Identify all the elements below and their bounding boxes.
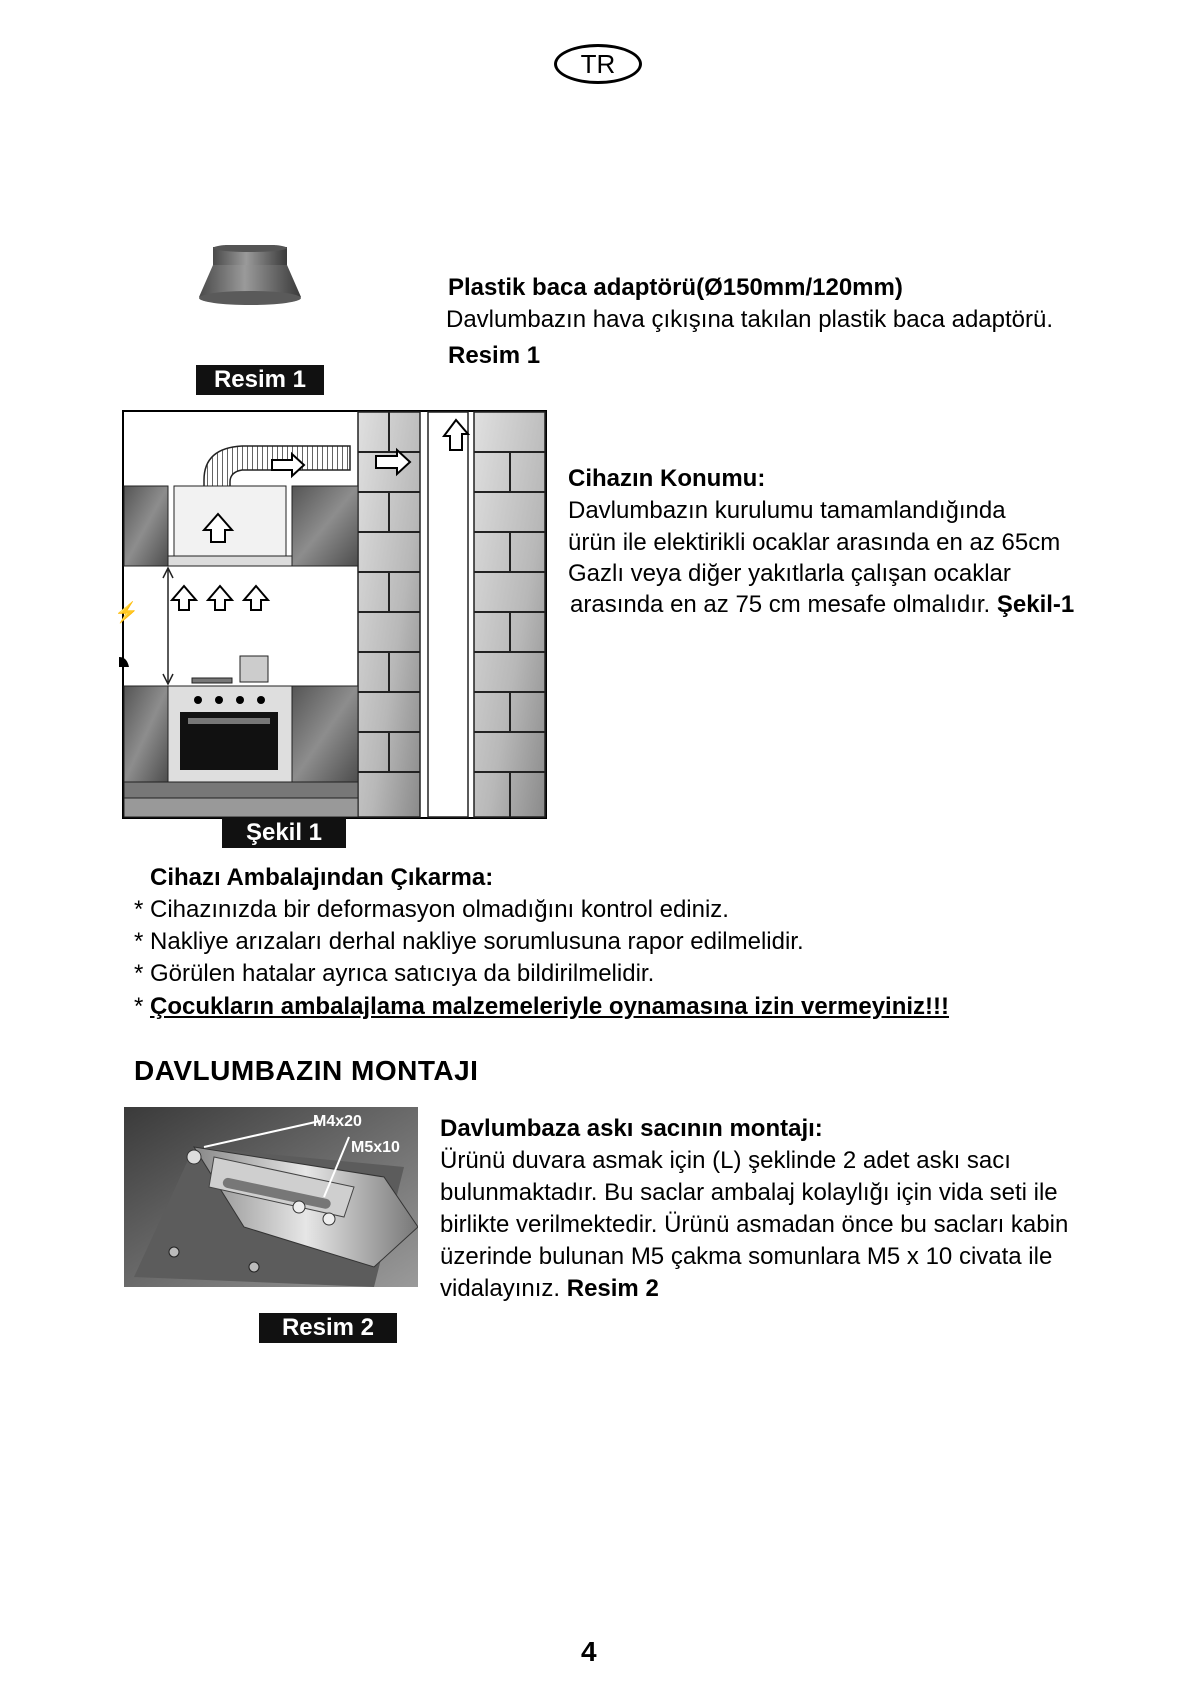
page-number: 4 bbox=[581, 1636, 597, 1667]
photo-label-m5x10: M5x10 bbox=[351, 1139, 400, 1156]
mounting-line-3: birlikte verilmektedir. Ürünü asmadan önce bu sacları kabin bbox=[440, 1211, 1069, 1238]
position-line-3: Gazlı veya diğer yakıtlarla çalışan ocaklar bbox=[568, 560, 1011, 587]
kitchen-placement-diagram bbox=[122, 410, 547, 820]
position-line-2: ürün ile elektirikli ocaklar arasında en az 65cm bbox=[568, 529, 1061, 556]
position-line-4 bbox=[570, 589, 1074, 620]
position-line-4-text: arasında en az 75 cm mesafe olmalıdır. bbox=[570, 591, 991, 618]
adapter-title: Plastik baca adaptörü(Ø150mm/120mm) bbox=[448, 274, 903, 301]
language-badge: TR bbox=[554, 44, 642, 84]
adapter-figure-ref: Resim 1 bbox=[448, 342, 541, 369]
mounting-figure-ref: Resim 2 bbox=[566, 1275, 659, 1302]
mounting-line-2: bulunmaktadır. Bu saclar ambalaj kolaylığı için vida seti ile bbox=[440, 1179, 1058, 1206]
mounting-line-5 bbox=[440, 1273, 659, 1304]
photo-label-m4x20: M4x20 bbox=[313, 1113, 362, 1130]
hanging-bracket-photo bbox=[124, 1107, 418, 1287]
unpacking-warning-text: Çocukların ambalajlama malzemeleriyle oynamasına izin vermeyiniz!!! bbox=[150, 993, 950, 1020]
unpacking-warning bbox=[134, 991, 949, 1022]
chimney-adapter-image bbox=[195, 245, 305, 315]
mounting-title: Davlumbaza askı sacının montajı: bbox=[440, 1115, 823, 1142]
mounting-line-5-text: vidalayınız. bbox=[440, 1275, 567, 1302]
unpacking-bullet-3: * Görülen hatalar ayrıca satıcıya da bildirilmelidir. bbox=[134, 960, 655, 987]
position-figure-ref: Şekil-1 bbox=[996, 591, 1075, 618]
mounting-section-heading: DAVLUMBAZIN MONTAJI bbox=[134, 1055, 479, 1086]
mounting-line-1: Ürünü duvara asmak için (L) şeklinde 2 adet askı sacı bbox=[440, 1147, 1011, 1174]
unpacking-warning-bullet: * bbox=[134, 993, 151, 1020]
figure-label-resim-1: Resim 1 bbox=[196, 365, 324, 395]
mounting-line-4: üzerinde bulunan M5 çakma somunlara M5 x 10 civata ile bbox=[440, 1243, 1053, 1270]
unpacking-bullet-2: * Nakliye arızaları derhal nakliye sorumlusuna rapor edilmelidir. bbox=[134, 928, 804, 955]
position-title: Cihazın Konumu: bbox=[568, 465, 766, 492]
adapter-description: Davlumbazın hava çıkışına takılan plastik baca adaptörü. bbox=[446, 306, 1054, 333]
unpacking-title: Cihazı Ambalajından Çıkarma: bbox=[150, 864, 494, 891]
figure-label-sekil-1: Şekil 1 bbox=[222, 818, 346, 848]
figure-label-resim-2: Resim 2 bbox=[259, 1313, 397, 1343]
position-line-1: Davlumbazın kurulumu tamamlandığında bbox=[568, 497, 1006, 524]
unpacking-bullet-1: * Cihazınızda bir deformasyon olmadığını kontrol ediniz. bbox=[134, 896, 729, 923]
electric-symbol-icon: ⚡ bbox=[114, 602, 139, 624]
gas-flame-icon bbox=[117, 655, 131, 669]
